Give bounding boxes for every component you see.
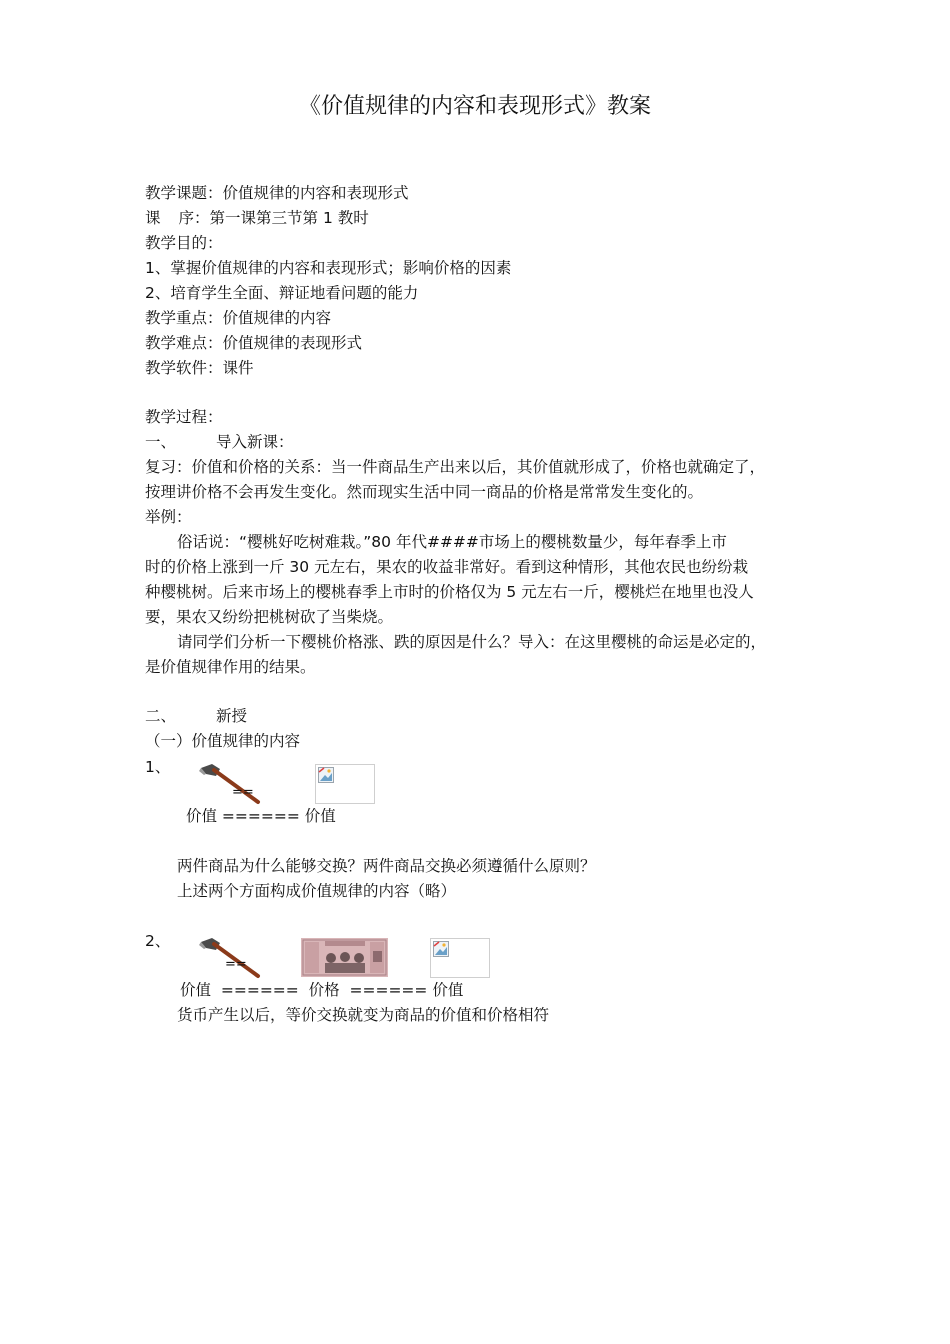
section-1-heading xyxy=(145,431,294,453)
equal-mark-1: == xyxy=(232,785,254,800)
paragraph-line-2: 时的价格上涨到一斤 30 元左右，果农的收益非常好。看到这种情形，其他农民也纷纷栽 xyxy=(145,558,749,576)
order-label: 课 xyxy=(145,209,161,227)
broken-image-2 xyxy=(430,938,490,978)
broken-image-icon xyxy=(433,941,449,957)
process-title: 教学过程： xyxy=(145,408,223,426)
order-line xyxy=(145,207,369,229)
document-title: 《价值规律的内容和表现形式》教案 xyxy=(298,94,651,119)
question-line-2: 是价值规律作用的结果。 xyxy=(145,658,316,676)
subsection-1-heading: （一）价值规律的内容 xyxy=(145,732,301,750)
goal-2: 2、培育学生全面、辩证地看问题的能力 xyxy=(145,284,419,302)
equal-mark-2: == xyxy=(225,957,247,972)
item-1-number: 1、 xyxy=(145,758,171,776)
ask-line-1: 两件商品为什么能够交换？两件商品交换必须遵循什么原则？ xyxy=(177,857,596,875)
example-label: 举例： xyxy=(145,508,192,526)
review-line-1: 复习：价值和价格的关系：当一件商品生产出来以后，其价值就形成了，价格也就确定了， xyxy=(145,458,766,476)
section-2-heading xyxy=(145,705,247,727)
section-1-label: 导入新课： xyxy=(216,433,294,451)
paragraph-line-1: 俗话说：“樱桃好吃树难栽。”80 年代####市场上的樱桃数量少，每年春季上市 xyxy=(177,533,727,551)
money-line: 货币产生以后，等价交换就变为商品的价值和价格相符 xyxy=(177,1006,550,1024)
review-line-2: 按理讲价格不会再发生变化。然而现实生活中同一商品的价格是常常发生变化的。 xyxy=(145,483,704,501)
equation-1: 价值 ====== 价值 xyxy=(186,807,336,825)
broken-image-1 xyxy=(315,764,375,804)
goal-1: 1、掌握价值规律的内容和表现形式；影响价格的因素 xyxy=(145,259,512,277)
goals-title: 教学目的： xyxy=(145,234,223,252)
equation-2: 价值 ====== 价格 ====== 价值 xyxy=(180,981,464,999)
topic-line: 教学课题：价值规律的内容和表现形式 xyxy=(145,184,409,202)
difficulty-line: 教学难点：价值规律的表现形式 xyxy=(145,334,363,352)
question-line-1: 请同学们分析一下樱桃价格涨、跌的原因是什么？导入：在这里樱桃的命运是必定的， xyxy=(177,633,767,651)
section-2-number: 二、 xyxy=(145,707,177,725)
broken-image-icon xyxy=(318,767,334,783)
section-2-label: 新授 xyxy=(216,707,248,725)
item-2-number: 2、 xyxy=(145,932,171,950)
focus-line: 教学重点：价值规律的内容 xyxy=(145,309,332,327)
ask-line-2: 上述两个方面构成价值规律的内容（略） xyxy=(177,882,457,900)
paragraph-line-3: 种樱桃树。后来市场上的樱桃春季上市时的价格仅为 5 元左右一斤，樱桃烂在地里也没人 xyxy=(145,583,754,601)
software-line: 教学软件：课件 xyxy=(145,359,254,377)
order-value: 序：第一课第三节第 1 教时 xyxy=(178,209,369,227)
section-1-number: 一、 xyxy=(145,433,177,451)
paragraph-line-4: 要，果农又纷纷把桃树砍了当柴烧。 xyxy=(145,608,394,626)
banknote-icon xyxy=(301,938,388,977)
